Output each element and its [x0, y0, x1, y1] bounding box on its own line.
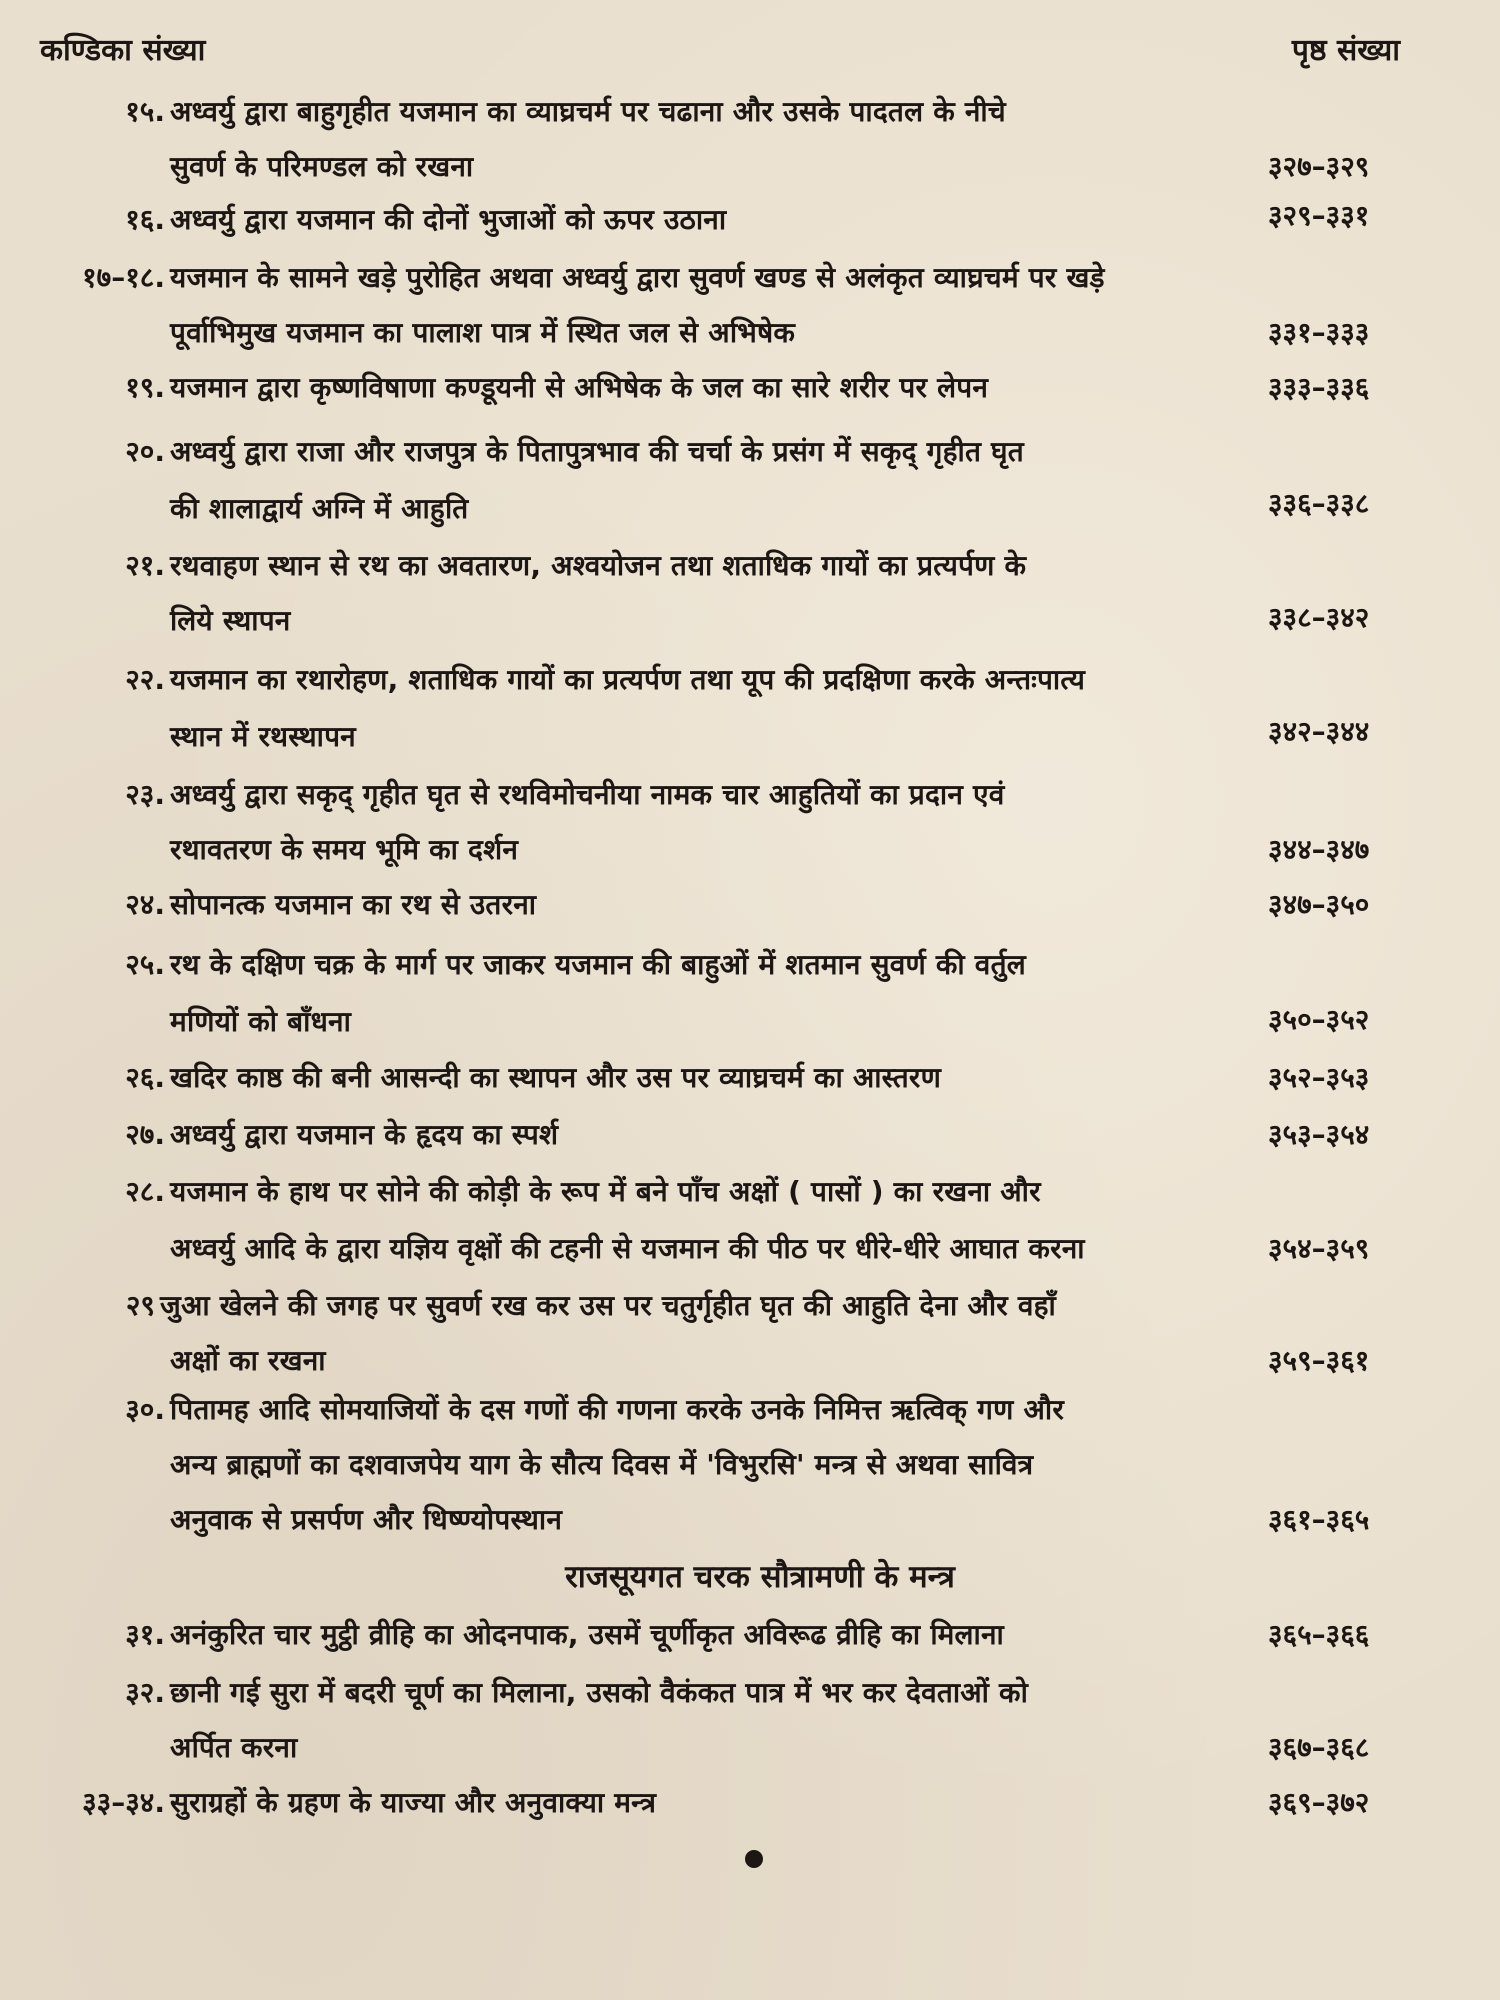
entry-page-range: ३२७–३२९ — [1268, 150, 1370, 183]
entry-number: १५. — [125, 95, 165, 128]
entry-text-line: लिये स्थापन — [170, 604, 291, 637]
entry-page-range: ३५२–३५३ — [1268, 1061, 1370, 1094]
entry-text-line: अनंकुरित चार मुट्ठी व्रीहि का ओदनपाक, उसमें चूर्णीकृत अविरूढ व्रीहि का मिलाना — [170, 1618, 1004, 1651]
entry-page-range: ३२९–३३१ — [1268, 199, 1370, 232]
entry-number: २२. — [125, 663, 165, 696]
entry-number: २३. — [125, 778, 165, 811]
entry-number: २७. — [125, 1118, 165, 1151]
entry-text-line: अध्वर्यु द्वारा यजमान के हृदय का स्पर्श — [170, 1118, 559, 1151]
entry-number: २८. — [125, 1175, 165, 1208]
entry-number: १६. — [125, 203, 165, 236]
entry-text-line: अध्वर्यु द्वारा यजमान की दोनों भुजाओं को ऊपर उठाना — [170, 203, 727, 236]
entry-page-range: ३५३–३५४ — [1268, 1118, 1370, 1151]
entry-number: २१. — [125, 549, 165, 582]
entry-number: २९ — [125, 1289, 155, 1322]
entry-page-range: ३५९–३६१ — [1268, 1344, 1370, 1377]
entry-number: ३२. — [125, 1676, 165, 1709]
entry-text-line: अन्य ब्राह्मणों का दशवाजपेय याग के सौत्य दिवस में 'विभुरसि' मन्त्र से अथवा सावित्र — [170, 1448, 1034, 1481]
entry-text-line: अध्वर्यु द्वारा सकृद् गृहीत घृत से रथविमोचनीया नामक चार आहुतियों का प्रदान एवं — [170, 778, 1005, 811]
entry-text-line: अर्पित करना — [170, 1731, 298, 1764]
entry-text-line: अक्षों का रखना — [170, 1344, 326, 1377]
entry-number: २०. — [125, 435, 165, 468]
entry-page-range: ३६१–३६५ — [1268, 1503, 1370, 1536]
entry-text-line: सुराग्रहों के ग्रहण के याज्या और अनुवाक्या मन्त्र — [170, 1786, 657, 1819]
entry-number: १९. — [125, 371, 165, 404]
column-header-section-number: कण्डिका संख्या — [40, 33, 206, 68]
entry-text-line: रथ के दक्षिण चक्र के मार्ग पर जाकर यजमान की बाहुओं में शतमान सुवर्ण की वर्तुल — [170, 948, 1026, 981]
entry-number: ३०. — [125, 1393, 165, 1426]
entry-text-line: खदिर काष्ठ की बनी आसन्दी का स्थापन और उस पर व्याघ्रचर्म का आस्तरण — [170, 1061, 942, 1094]
entry-page-range: ३४७–३५० — [1268, 888, 1370, 921]
entry-text-line: पितामह आदि सोमयाजियों के दस गणों की गणना करके उनके निमित्त ऋत्विक् गण और — [170, 1393, 1065, 1426]
entry-page-range: ३३३–३३६ — [1268, 371, 1370, 404]
entry-text-line: अध्वर्यु द्वारा राजा और राजपुत्र के पितापुत्रभाव की चर्चा के प्रसंग में सकृद् गृहीत घृत — [170, 435, 1024, 468]
entry-text-line: सोपानत्क यजमान का रथ से उतरना — [170, 888, 537, 921]
entry-number: ३३–३४. — [82, 1786, 165, 1819]
entry-text-line: यजमान के सामने खड़े पुरोहित अथवा अध्वर्यु द्वारा सुवर्ण खण्ड से अलंकृत व्याघ्रचर्म पर खड़े — [170, 261, 1105, 294]
entry-text-line: की शालाद्वार्य अग्नि में आहुति — [170, 492, 469, 525]
entry-text-line: यजमान द्वारा कृष्णविषाणा कण्डूयनी से अभिषेक के जल का सारे शरीर पर लेपन — [170, 371, 989, 404]
entry-number: २५. — [125, 948, 165, 981]
entry-number: २६. — [125, 1061, 165, 1094]
entry-text-line: अनुवाक से प्रसर्पण और धिष्ण्योपस्थान — [170, 1503, 563, 1536]
entry-page-range: ३३८–३४२ — [1268, 601, 1370, 634]
entry-text-line: अध्वर्यु द्वारा बाहुगृहीत यजमान का व्याघ्रचर्म पर चढाना और उसके पादतल के नीचे — [170, 95, 1006, 128]
entry-text-line: स्थान में रथस्थापन — [170, 720, 356, 753]
entry-page-range: ३३६–३३८ — [1268, 487, 1370, 520]
entry-text-line: छानी गई सुरा में बदरी चूर्ण का मिलाना, उसको वैकंकत पात्र में भर कर देवताओं को — [170, 1676, 1029, 1709]
entry-page-range: ३४४–३४७ — [1268, 833, 1370, 866]
entry-number: १७–१८. — [82, 261, 165, 294]
entry-text-line: यजमान का रथारोहण, शताधिक गायों का प्रत्यर्पण तथा यूप की प्रदक्षिणा करके अन्तःपात्य — [170, 663, 1086, 696]
column-header-page-number: पृष्ठ संख्या — [1291, 33, 1400, 68]
entry-number: २४. — [125, 888, 165, 921]
entry-text-line: अध्वर्यु आदि के द्वारा यज्ञिय वृक्षों की टहनी से यजमान की पीठ पर धीरे-धीरे आघात करना — [170, 1232, 1085, 1265]
page-end-dot — [745, 1850, 763, 1868]
entry-text-line: सुवर्ण के परिमण्डल को रखना — [170, 150, 474, 183]
entry-page-range: ३४२–३४४ — [1268, 715, 1370, 748]
entry-page-range: ३५०–३५२ — [1268, 1003, 1370, 1036]
section-heading: राजसूयगत चरक सौत्रामणी के मन्त्र — [565, 1559, 955, 1595]
entry-text-line: मणियों को बाँधना — [170, 1005, 352, 1038]
entry-text-line: रथावतरण के समय भूमि का दर्शन — [170, 833, 519, 866]
entry-text-line: यजमान के हाथ पर सोने की कोड़ी के रूप में बने पाँच अक्षों ( पासों ) का रखना और — [170, 1175, 1041, 1208]
entry-page-range: ३५४–३५९ — [1268, 1232, 1370, 1265]
entry-text-line: पूर्वाभिमुख यजमान का पालाश पात्र में स्थित जल से अभिषेक — [170, 316, 796, 349]
entry-page-range: ३६५–३६६ — [1268, 1618, 1370, 1651]
entry-number: ३१. — [125, 1618, 165, 1651]
entry-page-range: ३६७–३६८ — [1268, 1731, 1370, 1764]
entry-page-range: ३३१–३३३ — [1268, 316, 1370, 349]
entry-page-range: ३६९–३७२ — [1268, 1786, 1370, 1819]
entry-text-line: रथवाहण स्थान से रथ का अवतारण, अश्वयोजन तथा शताधिक गायों का प्रत्यर्पण के — [170, 549, 1027, 582]
entry-text-line: जुआ खेलने की जगह पर सुवर्ण रख कर उस पर चतुर्गृहीत घृत की आहुति देना और वहाँ — [160, 1289, 1056, 1322]
